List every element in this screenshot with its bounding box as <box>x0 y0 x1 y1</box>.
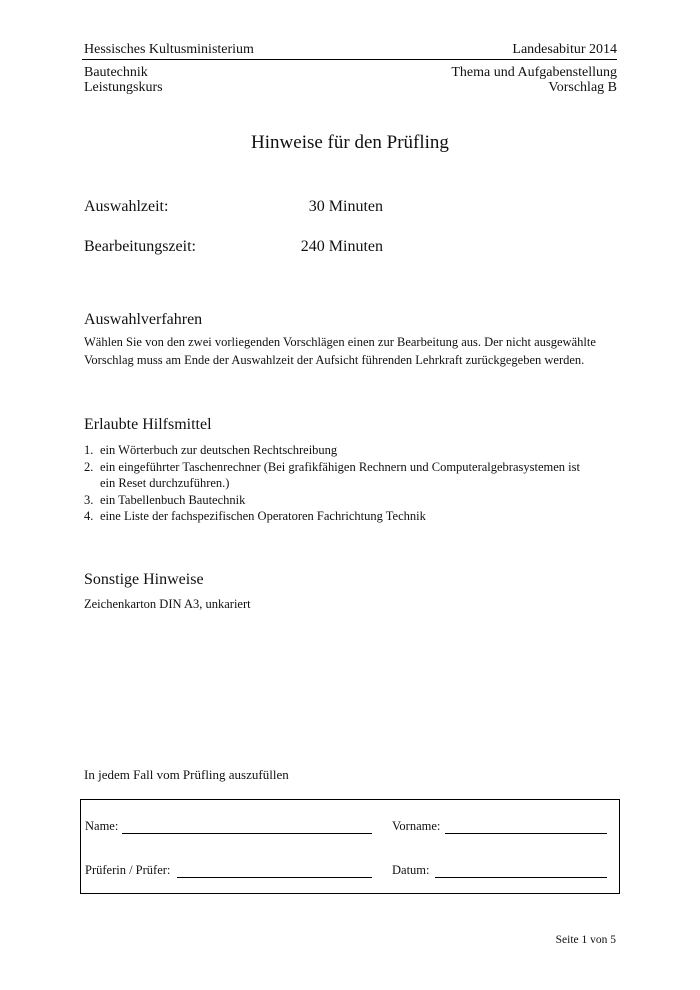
date-field[interactable] <box>435 877 607 878</box>
list-item-text-continued: ein Reset durchzuführen.) <box>100 476 230 490</box>
list-item-text: ein Tabellenbuch Bautechnik <box>100 492 246 507</box>
page-number: Seite 1 von 5 <box>555 934 616 946</box>
name-field[interactable] <box>122 833 372 834</box>
name-label: Name: <box>85 819 119 833</box>
document-type: Thema und Aufgabenstellung <box>451 65 617 80</box>
selection-time-label: Auswahlzeit: <box>84 198 169 215</box>
section-heading-aids: Erlaubte Hilfsmittel <box>84 416 212 433</box>
page-title: Hinweise für den Prüfling <box>251 132 449 153</box>
list-item-number: 4. <box>84 509 94 523</box>
other-notes-text: Zeichenkarton DIN A3, unkariert <box>84 597 251 611</box>
section-heading-selection: Auswahlverfahren <box>84 311 203 328</box>
selection-time-value: 30 Minuten <box>308 198 383 215</box>
first-name-field[interactable] <box>445 833 607 834</box>
list-item-number: 2. <box>84 459 94 474</box>
first-name-label: Vorname: <box>392 819 441 833</box>
examiner-field[interactable] <box>177 877 372 878</box>
header-divider <box>82 59 617 60</box>
selection-text-line-1: Wählen Sie von den zwei vorliegenden Vorschlägen einen zur Bearbeitung aus. Der nicht ausgewählte <box>84 335 596 349</box>
proposal-label: Vorschlag B <box>548 80 617 95</box>
candidate-form-box <box>80 799 620 894</box>
list-item-text: ein eingeführter Taschenrechner (Bei grafikfähigen Rechnern und Computeralgebrasystemen ist <box>100 459 580 474</box>
course-level: Leistungskurs <box>84 80 163 95</box>
exam-name: Landesabitur 2014 <box>512 42 617 57</box>
list-item-text: eine Liste der fachspezifischen Operatoren Fachrichtung Technik <box>100 509 426 523</box>
list-item <box>84 508 580 525</box>
ministry-name: Hessisches Kultusministerium <box>84 42 254 57</box>
list-item-number: 1. <box>84 443 94 457</box>
date-label: Datum: <box>392 863 430 877</box>
list-item <box>84 442 580 459</box>
aids-list <box>84 442 580 525</box>
list-item <box>84 459 580 492</box>
list-item-text: ein Wörterbuch zur deutschen Rechtschreibung <box>100 443 338 457</box>
working-time-label: Bearbeitungszeit: <box>84 238 196 255</box>
working-time-value: 240 Minuten <box>300 238 383 255</box>
list-item-number: 3. <box>84 492 94 507</box>
examiner-label: Prüferin / Prüfer: <box>85 863 171 877</box>
form-intro: In jedem Fall vom Prüfling auszufüllen <box>84 767 289 782</box>
subject: Bautechnik <box>84 65 148 80</box>
section-heading-other: Sonstige Hinweise <box>84 571 204 588</box>
selection-text-line-2: Vorschlag muss am Ende der Auswahlzeit der Aufsicht führenden Lehrkraft zurückgegeben werden. <box>84 353 585 367</box>
list-item <box>84 492 580 509</box>
